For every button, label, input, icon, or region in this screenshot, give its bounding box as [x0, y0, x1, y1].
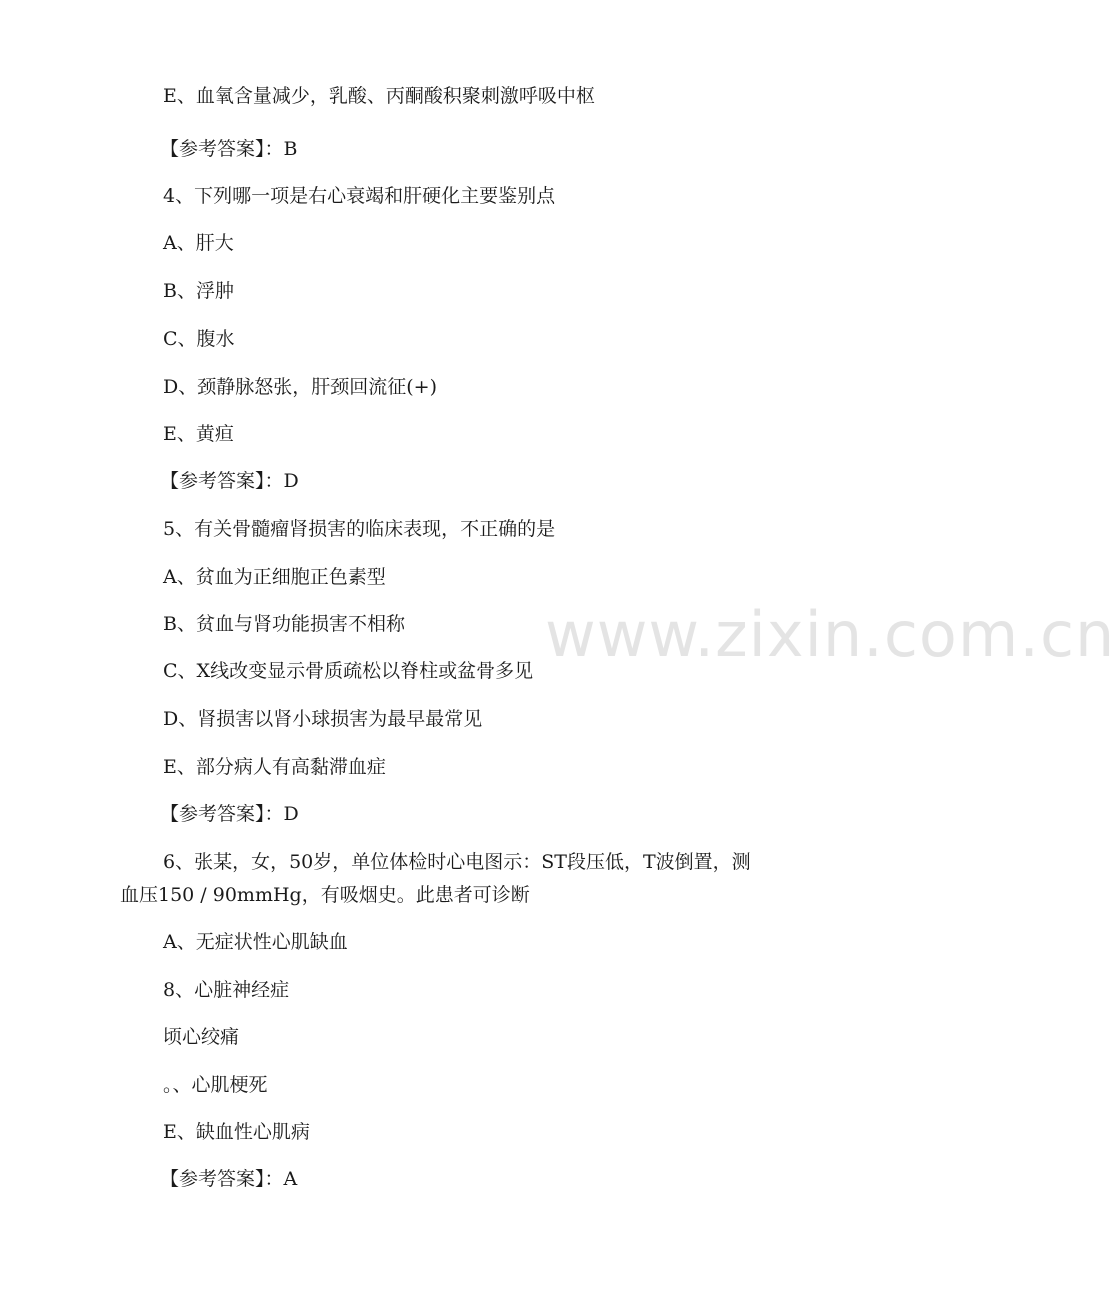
option-b-q6: 8、心脏神经症 [163, 979, 290, 1001]
option-e-q5: E、部分病人有高黏滞血症 [163, 756, 386, 778]
option-a-q4: A、肝大 [163, 232, 234, 254]
option-b-q5: B、贫血与肾功能损害不相称 [163, 613, 405, 635]
option-b-q4: B、浮肿 [163, 280, 234, 302]
answer-q6: 【参考答案】：A [160, 1168, 298, 1190]
watermark: www.zixin.com.cn [545, 598, 1115, 671]
option-c-q4: C、腹水 [163, 328, 235, 350]
option-c-q5: C、X线改变显示骨质疏松以脊柱或盆骨多见 [163, 660, 534, 682]
option-e-q3: E、血氧含量减少，乳酸、丙酮酸积聚刺激呼吸中枢 [163, 85, 595, 107]
option-e-q6: E、缺血性心肌病 [163, 1121, 310, 1143]
option-a-q5: A、贫血为正细胞正色素型 [163, 566, 386, 588]
question-6-line-1: 6、张某，女，50岁，单位体检时心电图示：ST段压低，T波倒置，测 [163, 851, 751, 873]
question-6-line-2: 血压150 / 90mmHg，有吸烟史。此患者可诊断 [120, 884, 530, 906]
option-d-q5: D、肾损害以肾小球损害为最早最常见 [163, 708, 483, 730]
option-d-q4: D、颈静脉怒张，肝颈回流征(+) [163, 376, 437, 398]
option-a-q6: A、无症状性心肌缺血 [163, 931, 348, 953]
option-d-q6: 。、心肌梗死 [163, 1074, 268, 1096]
answer-q5: 【参考答案】：D [160, 803, 299, 825]
answer-q4: 【参考答案】：D [160, 470, 299, 492]
question-4: 4、下列哪一项是右心衰竭和肝硬化主要鉴别点 [163, 185, 556, 207]
question-5: 5、有关骨髓瘤肾损害的临床表现，不正确的是 [163, 518, 556, 540]
answer-q3: 【参考答案】：B [160, 138, 298, 160]
option-e-q4: E、黄疸 [163, 423, 234, 445]
option-c-q6: 顷心绞痛 [163, 1026, 240, 1048]
